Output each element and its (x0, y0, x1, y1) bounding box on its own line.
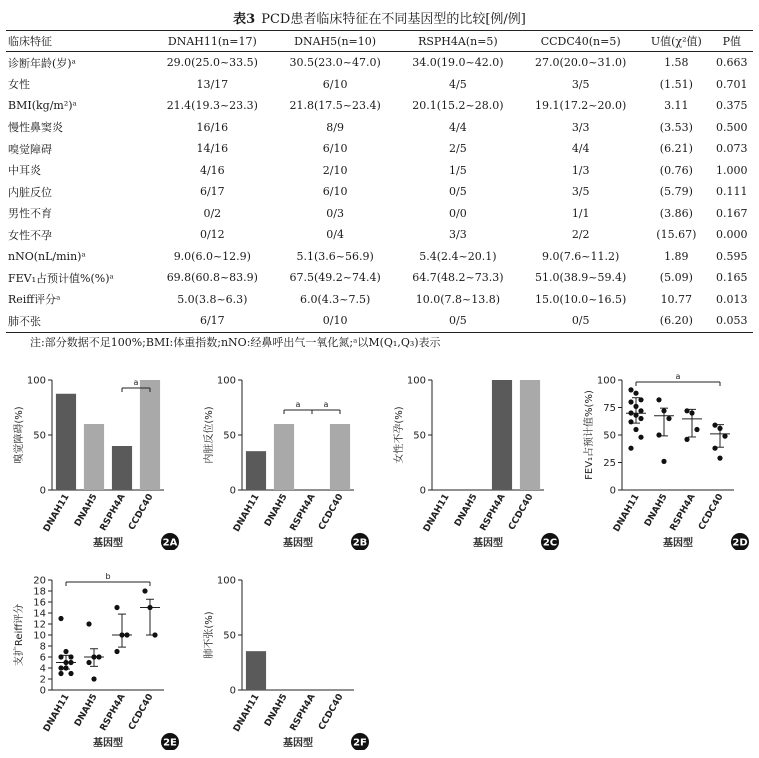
chart-2c (380, 368, 570, 550)
data-point (114, 649, 119, 654)
y-tick-label: 10 (33, 630, 46, 642)
data-point (694, 427, 699, 432)
data-point (152, 632, 157, 637)
category-label: DNAH11 (41, 692, 72, 734)
table-cell: 0/3 (326, 206, 344, 220)
table-cell: Reiff评分ᵃ (8, 293, 61, 307)
data-point (119, 632, 124, 637)
table-cell: 0/12 (199, 228, 225, 242)
table-header-cell: DNAH5(n=10) (274, 31, 397, 52)
table-cell: 10.77 (660, 292, 693, 306)
table-cell: 0.111 (716, 185, 748, 199)
data-point (689, 410, 694, 415)
table-cell: 4/16 (199, 163, 225, 177)
category-label: CCDC40 (317, 492, 346, 532)
table-cell: (3.53) (659, 120, 693, 134)
table-header-cell: P值 (711, 31, 753, 52)
table-cell: 9.0(7.6~11.2) (542, 249, 620, 263)
y-axis-label: 女性不孕(%) (394, 406, 405, 464)
table-cell: FEV₁占预计值%(%)ᵃ (8, 271, 114, 285)
table-cell: 1.000 (716, 163, 748, 177)
table-cell: 女性不孕 (8, 228, 52, 242)
category-label: DNAH5 (453, 492, 480, 529)
table-cell: 3/3 (449, 228, 467, 242)
data-point (656, 432, 661, 437)
y-tick-label: 50 (413, 430, 426, 442)
table-cell: 5.4(2.4~20.1) (419, 249, 497, 263)
table-cell: 29.0(25.0~33.5) (166, 56, 258, 70)
data-point (58, 616, 63, 621)
y-axis-label: 内脏反位(%) (204, 406, 215, 464)
table-body (6, 52, 753, 333)
data-point (661, 408, 666, 413)
x-axis-label: 基因型 (93, 538, 123, 549)
chart-2e (0, 550, 190, 750)
y-tick-label: 100 (26, 375, 46, 387)
panel-label: 2C (542, 537, 558, 549)
table-row (6, 310, 753, 332)
table-cell: 4/4 (571, 142, 590, 156)
table-header-cell: 临床特征 (6, 31, 151, 52)
significance-label: a (323, 400, 329, 409)
data-point (124, 632, 129, 637)
data-point (628, 399, 633, 404)
y-tick-label: 50 (223, 430, 236, 442)
significance-label: a (675, 372, 681, 381)
table-cell: 2/5 (449, 142, 467, 156)
bar (492, 380, 512, 490)
table-row (6, 267, 753, 289)
table-cell: (6.20) (642, 310, 711, 332)
x-axis-label: 基因型 (283, 538, 313, 549)
table-cell: 嗅觉障碍 (8, 142, 52, 156)
table-cell: 16/16 (196, 120, 229, 134)
table-cell: 肺不张 (6, 310, 151, 332)
table-row (6, 181, 753, 203)
significance-label: b (105, 572, 111, 581)
data-point (58, 665, 63, 670)
y-tick-label: 50 (603, 430, 616, 442)
table-cell: 0.073 (716, 142, 748, 156)
table-cell: 51.0(38.9~59.4) (535, 271, 627, 285)
table-cell: 2/10 (322, 163, 348, 177)
data-point (628, 446, 633, 451)
table-cell: (3.86) (659, 206, 693, 220)
table-cell: 诊断年龄(岁)ᵃ (8, 56, 76, 70)
table-cell: 67.5(49.2~74.4) (289, 271, 381, 285)
data-point (114, 605, 119, 610)
data-point (96, 654, 101, 659)
category-label: DNAH5 (643, 492, 670, 529)
y-tick-label: 2 (39, 674, 46, 686)
y-tick-label: 0 (39, 685, 46, 697)
table-row (6, 203, 753, 225)
table-cell: 0.701 (716, 77, 748, 91)
bar (246, 651, 266, 690)
table-cell: 6/10 (322, 77, 348, 91)
y-tick-label: 50 (223, 630, 236, 642)
data-point (63, 665, 68, 670)
table-row (6, 117, 753, 139)
category-label: DNAH5 (263, 692, 290, 729)
table-cell: 3/5 (571, 185, 590, 199)
table-cell: 女性 (8, 78, 30, 92)
table-cell: 10.0(7.8~13.8) (415, 292, 501, 306)
y-tick-label: 50 (33, 430, 46, 442)
data-point (63, 660, 68, 665)
data-point (633, 427, 638, 432)
table-cell: (0.76) (659, 163, 693, 177)
category-label: RSPH4A (288, 692, 318, 733)
category-label: DNAH11 (41, 492, 72, 534)
data-point (712, 423, 717, 428)
category-label: CCDC40 (507, 492, 536, 532)
table-cell: (1.51) (659, 77, 693, 91)
table-row (6, 246, 753, 268)
data-point (638, 435, 643, 440)
table-cell: 0.000 (716, 228, 748, 242)
data-point (58, 671, 63, 676)
category-label: CCDC40 (127, 492, 156, 532)
table-cell: 14/16 (196, 142, 229, 156)
table-cell: 0.165 (716, 271, 748, 285)
table-cell: 慢性鼻窦炎 (8, 121, 63, 135)
significance-label: a (295, 400, 301, 409)
y-axis-label: 支扩Reiff评分 (14, 603, 25, 667)
category-label: RSPH4A (668, 492, 698, 533)
data-point (661, 459, 666, 464)
table-cell: 1.89 (664, 249, 689, 263)
y-tick-label: 14 (33, 608, 46, 620)
table-cell: 0/2 (203, 206, 222, 220)
table-caption (0, 8, 759, 27)
data-point (68, 671, 73, 676)
y-tick-label: 100 (596, 375, 616, 387)
table-cell: 13/17 (196, 77, 229, 91)
table-cell: 6.0(4.3~7.5) (299, 292, 371, 306)
data-point (628, 387, 633, 392)
category-label: CCDC40 (317, 692, 346, 732)
data-point (628, 410, 633, 415)
data-point (666, 416, 671, 421)
table-cell: 1/1 (571, 206, 590, 220)
category-label: RSPH4A (98, 492, 128, 533)
category-label: DNAH5 (263, 492, 290, 529)
table-note: 注:部分数据不足100%;BMI:体重指数;nNO:经鼻呼出气一氧化氮;ᵃ以M(Q₁,Q₃)表示 (30, 336, 441, 349)
table-cell: 3/5 (571, 77, 590, 91)
table-cell: 2/2 (571, 228, 590, 242)
table-cell: 5.1(3.6~56.9) (296, 249, 374, 263)
table-cell: 3/3 (571, 120, 590, 134)
y-tick-label: 100 (406, 375, 426, 387)
table-header-cell: DNAH11(n=17) (151, 31, 274, 52)
chart-2a (0, 368, 190, 550)
chart-2f (190, 550, 380, 750)
data-point (633, 404, 638, 409)
panel-label: 2F (353, 737, 367, 749)
category-label: RSPH4A (98, 692, 128, 733)
table-cell: 20.1(15.2~28.0) (412, 99, 504, 113)
table-cell: 5.0(3.8~6.3) (177, 292, 248, 306)
data-point (86, 660, 91, 665)
data-point (58, 654, 63, 659)
y-tick-label: 0 (609, 485, 616, 497)
y-tick-label: 0 (229, 485, 236, 497)
category-label: DNAH5 (73, 492, 100, 529)
table-header-cell: CCDC40(n=5) (519, 31, 642, 52)
bar (112, 446, 132, 490)
data-point (63, 649, 68, 654)
category-label: CCDC40 (697, 492, 726, 532)
bar (84, 424, 104, 490)
category-label: DNAH11 (231, 692, 262, 734)
data-point (633, 413, 638, 418)
table-cell: 0/10 (274, 310, 397, 332)
category-label: RSPH4A (288, 492, 318, 533)
table-cell: (5.79) (659, 185, 693, 199)
table-row (6, 160, 753, 182)
table-cell: 3.11 (664, 99, 689, 113)
table-cell: 30.5(23.0~47.0) (289, 56, 381, 70)
bar (140, 380, 160, 490)
x-axis-label: 基因型 (283, 738, 313, 749)
data-point (142, 588, 147, 593)
table-cell: 6/10 (322, 185, 348, 199)
y-axis-label: 肺不张(%) (204, 611, 215, 659)
table-cell: 6/17 (199, 185, 225, 199)
panel-label: 2E (163, 737, 177, 749)
bar (274, 424, 294, 490)
chart-2b (190, 368, 380, 550)
panel-label: 2D (732, 537, 748, 549)
x-axis-label: 基因型 (663, 538, 693, 549)
table-header-row (6, 31, 753, 52)
table-cell: 0/4 (326, 228, 344, 242)
category-label: DNAH11 (611, 492, 642, 534)
table-cell: 34.0(19.0~42.0) (412, 56, 504, 70)
table-row (6, 74, 753, 96)
table-title: PCD患者临床特征在不同基因型的比较[例/例] (261, 12, 526, 27)
table-cell: 8/9 (326, 120, 344, 134)
data-point (638, 397, 643, 402)
table-cell: 0.595 (716, 249, 748, 263)
table-header-cell: U值(χ²值) (642, 31, 711, 52)
y-tick-label: 0 (39, 485, 46, 497)
table-cell: (15.67) (656, 228, 697, 242)
table-cell: 9.0(6.0~12.9) (173, 249, 251, 263)
table-cell: nNO(nL/min)ᵃ (8, 249, 86, 263)
y-tick-label: 100 (216, 375, 236, 387)
y-tick-label: 18 (33, 586, 46, 598)
clinical-features-table (6, 30, 753, 333)
table-cell: 0/5 (519, 310, 642, 332)
table-cell: (6.21) (659, 142, 693, 156)
data-point (68, 654, 73, 659)
data-point (86, 621, 91, 626)
data-point (147, 605, 152, 610)
data-point (684, 408, 689, 413)
table-cell: 19.1(17.2~20.0) (535, 99, 627, 113)
panel-label: 2A (162, 537, 178, 549)
data-point (717, 456, 722, 461)
y-axis-label: FEV₁占预计值%(%) (584, 390, 595, 480)
y-tick-label: 25 (603, 458, 616, 469)
table-cell: 0/5 (397, 310, 520, 332)
bar (330, 424, 350, 490)
table-row (6, 289, 753, 311)
bar (520, 380, 540, 490)
table-cell: 4/4 (449, 120, 467, 134)
category-label: DNAH11 (421, 492, 452, 534)
table-cell: 27.0(20.0~31.0) (535, 56, 627, 70)
y-tick-label: 100 (216, 575, 236, 587)
table-cell: 6/10 (322, 142, 348, 156)
y-tick-label: 20 (33, 575, 46, 587)
table-cell: 15.0(10.0~16.5) (535, 292, 627, 306)
table-cell: 0.500 (716, 120, 748, 134)
category-label: RSPH4A (478, 492, 508, 533)
table-cell: 0.375 (716, 99, 748, 113)
chart-2d (570, 368, 759, 550)
panel-label: 2B (352, 537, 368, 549)
data-point (638, 408, 643, 413)
table-row (6, 224, 753, 246)
table-cell: 0.053 (711, 310, 753, 332)
table-cell: 64.7(48.2~73.3) (412, 271, 504, 285)
table-cell: 0.013 (716, 292, 748, 306)
table-row (6, 138, 753, 160)
table-cell: BMI(kg/m²)ᵃ (8, 99, 77, 113)
y-tick-label: 4 (39, 663, 46, 675)
table-cell: 21.8(17.5~23.4) (289, 99, 381, 113)
data-point (633, 391, 638, 396)
table-row (6, 52, 753, 74)
y-tick-label: 12 (33, 619, 46, 631)
x-axis-label: 基因型 (473, 538, 503, 549)
bar (56, 394, 76, 490)
table-cell: 0.663 (716, 56, 748, 70)
category-label: CCDC40 (127, 692, 156, 732)
y-tick-label: 0 (229, 685, 236, 697)
table-cell: 6/17 (151, 310, 274, 332)
table-cell: 男性不育 (8, 207, 52, 221)
table-cell: 0/5 (449, 185, 467, 199)
data-point (717, 426, 722, 431)
data-point (638, 416, 643, 421)
table-cell: 1.58 (664, 56, 689, 70)
table-cell: (5.09) (659, 271, 693, 285)
data-point (91, 654, 96, 659)
significance-label: a (133, 378, 139, 387)
y-tick-label: 16 (33, 597, 46, 609)
y-tick-label: 75 (603, 403, 616, 414)
table-cell: 0.167 (716, 206, 748, 220)
table-row (6, 95, 753, 117)
table-cell: 0/0 (449, 206, 467, 220)
y-tick-label: 6 (39, 652, 46, 664)
y-tick-label: 8 (39, 641, 46, 653)
table-label: 表3 (233, 12, 256, 27)
data-point (656, 397, 661, 402)
table-cell: 1/3 (571, 163, 590, 177)
bar (246, 451, 266, 490)
data-point (684, 437, 689, 442)
table-cell: 1/5 (449, 163, 467, 177)
category-label: DNAH5 (73, 692, 100, 729)
data-point (722, 434, 727, 439)
table-cell: 4/5 (449, 77, 467, 91)
y-tick-label: 0 (419, 485, 426, 497)
table-header-cell: RSPH4A(n=5) (397, 31, 520, 52)
data-point (68, 660, 73, 665)
data-point (91, 676, 96, 681)
data-point (628, 419, 633, 424)
data-point (712, 446, 717, 451)
table-cell: 内脏反位 (8, 185, 52, 199)
category-label: DNAH11 (231, 492, 262, 534)
y-axis-label: 嗅觉障碍(%) (14, 406, 25, 464)
table-cell: 69.8(60.8~83.9) (166, 271, 258, 285)
table-cell: 中耳炎 (8, 164, 41, 178)
x-axis-label: 基因型 (93, 738, 123, 749)
table-cell: 21.4(19.3~23.3) (166, 99, 258, 113)
